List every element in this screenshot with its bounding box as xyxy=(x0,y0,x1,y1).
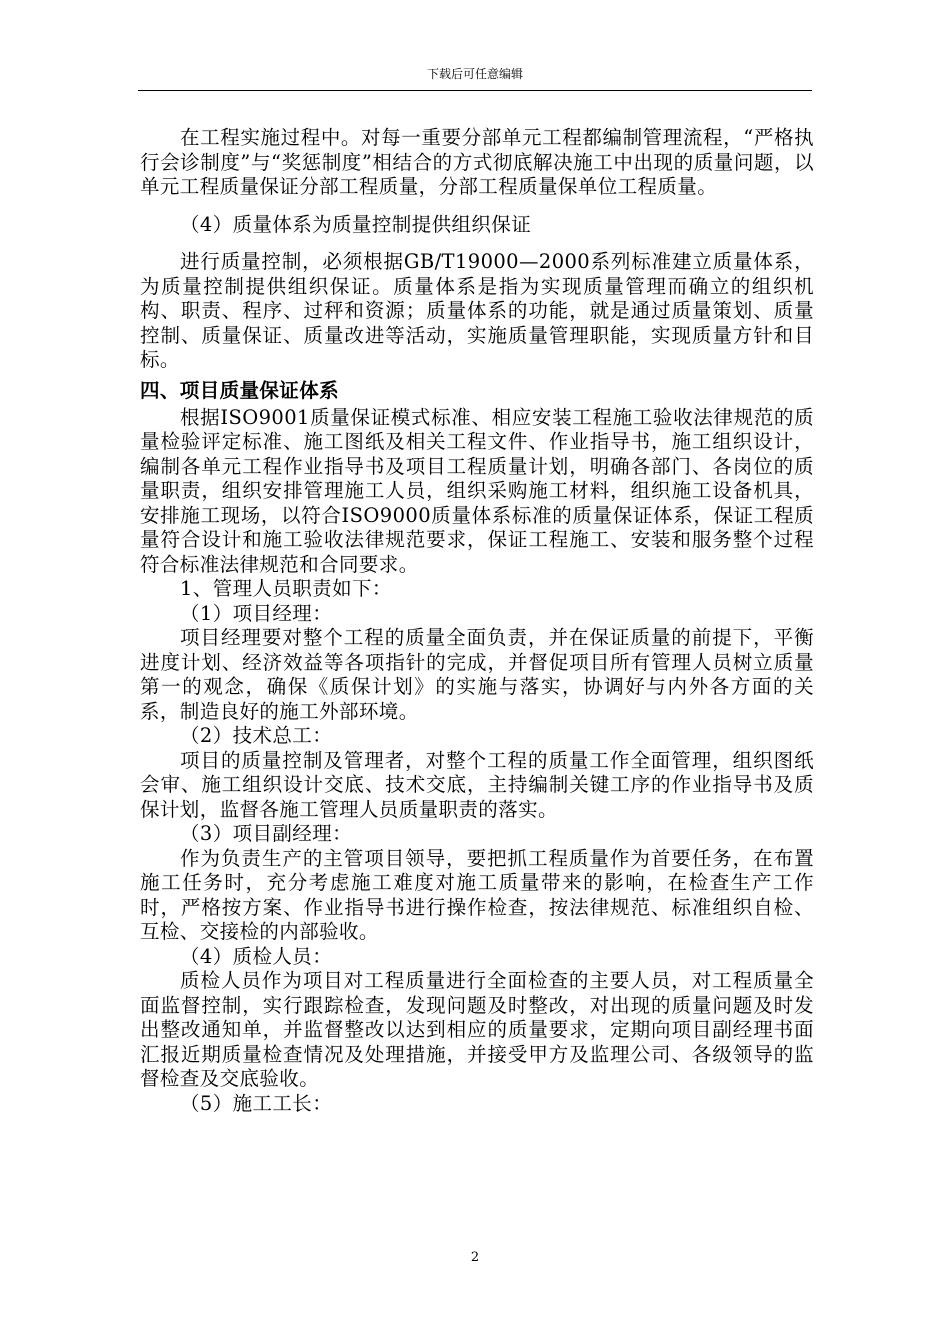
paragraph-quality-control: 进行质量控制，必须根据GB/T19000—2000系列标准建立质量体系，为质量控制提供组织保证。质量体系是指为实现质量管理而确立的组织机构、职责、程序、过秤和资源；质量体系的功能，就是通过质量策划、质量控制、质量保证、质量改进等活动，实施质量管理职能，实现质量方针和目标。 xyxy=(140,250,814,371)
page-number: 2 xyxy=(470,1250,480,1265)
role-description-deputy-manager: 作为负责生产的主管项目领导，要把抓工程质量作为首要任务，在布置施工任务时，充分考虑施工难度对施工质量带来的影响，在检查生产工作时，严格按方案、作业指导书进行操作检查，按法律规范、标准组织自检、互检、交接检的内部验收。 xyxy=(140,846,814,943)
paragraph-quality-assurance: 根据ISO9001质量保证模式标准、相应安装工程施工验收法律规范的质量检验评定标准、施工图纸及相关工程文件、作业指导书，施工组织设计，编制各单元工程作业指导书及项目工程质量计划，明确各部门、各岗位的质量职责，组织安排管理施工人员，组织采购施工材料，组织施工设备机具，安排施工现场，以符合ISO9000质量体系标准的质量保证体系，保证工程质量符合设计和施工验收法律规范要求，保证工程施工、安装和服务整个过程符合标准法律规范和合同要求。 xyxy=(140,405,814,576)
section-heading: 四、项目质量保证体系 xyxy=(140,378,340,402)
role-title-site-foreman: （5）施工工长： xyxy=(180,1091,333,1115)
paragraph-implementation-process: 在工程实施过程中。对每一重要分部单元工程都编制管理流程，“严格执行会诊制度”与“奖惩制度”相结合的方式彻底解决施工中出现的质量问题，以单元工程质量保证分部工程质量，分部工程质量保单位工程质量。 xyxy=(140,126,814,198)
role-title-deputy-manager: （3）项目副经理： xyxy=(180,822,353,845)
role-title-project-manager: （1）项目经理： xyxy=(180,601,333,625)
header-note: 下载后可任意编辑 xyxy=(426,67,523,81)
role-title-chief-engineer: （2）技术总工： xyxy=(180,724,333,747)
role-description-quality-inspector: 质检人员作为项目对工程质量进行全面检查的主要人员，对工程质量全面监督控制，实行跟踪检查，发现问题及时整改，对出现的质量问题及时发出整改通知单，并监督整改以达到相应的质量要求，定期向项目副经理书面汇报近期质量检查情况及处理措施，并接受甲方及监理公司、各级领导的监督检查及交底验收。 xyxy=(140,969,814,1090)
role-description-chief-engineer: 项目的质量控制及管理者，对整个工程的质量工作全面管理，组织图纸会审、施工组织设计交底、技术交底，主持编制关键工序的作业指导书及质保计划，监督各施工管理人员质量职责的落实。 xyxy=(140,748,814,821)
document-body xyxy=(140,126,814,1116)
role-title-quality-inspector: （4）质检人员： xyxy=(180,944,333,968)
role-description-project-manager: 项目经理要对整个工程的质量全面负责，并在保证质量的前提下，平衡进度计划、经济效益等各项指针的完成，并督促项目所有管理人员树立质量第一的观念，确保《质保计划》的实施与落实，协调好与内外各方面的关系，制造良好的施工外部环境。 xyxy=(140,626,814,723)
header-divider xyxy=(138,90,812,91)
subheading-quality-system: （4）质量体系为质量控制提供组织保证 xyxy=(180,212,532,236)
list-heading-management-duties: 1、管理人员职责如下： xyxy=(180,577,392,600)
